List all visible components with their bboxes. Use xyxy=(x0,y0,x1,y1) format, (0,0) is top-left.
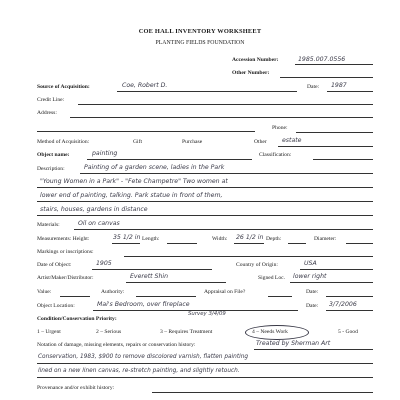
notation-text-1: Treated by Sherman Art xyxy=(256,340,331,347)
authority-label: Authority: xyxy=(101,289,125,295)
accession-number-value: 1985.007.0556 xyxy=(298,56,346,63)
value-label: Value: xyxy=(37,289,52,295)
height-value: 35 1/2 in xyxy=(113,234,141,241)
date-of-object-value: 1905 xyxy=(96,260,112,267)
artist-label: Artist/Maker/Distributor: xyxy=(37,275,94,281)
worksheet-title: COE HALL INVENTORY WORKSHEET xyxy=(138,28,262,35)
diameter-line xyxy=(346,243,373,244)
description-line-1 xyxy=(80,173,373,174)
location-date-line xyxy=(326,310,373,311)
height-line xyxy=(112,243,140,244)
object-location-value: Mai's Bedroom, over fireplace xyxy=(97,301,190,308)
authority-line xyxy=(136,296,196,297)
credit-line-line xyxy=(78,104,373,105)
depth-label: Depth: xyxy=(266,236,282,242)
notation-line-1 xyxy=(254,349,373,350)
diameter-label: Diameter: xyxy=(314,236,337,242)
credit-line-label: Credit Line: xyxy=(37,97,65,103)
accession-number-label: Accession Number: xyxy=(232,57,279,63)
width-line xyxy=(234,243,264,244)
materials-value: Oil on canvas xyxy=(78,220,120,227)
description-line-4 xyxy=(37,215,373,216)
method-option-gift: Gift xyxy=(133,139,143,145)
other-number-label: Other Number: xyxy=(232,70,270,76)
address-line-1 xyxy=(70,117,373,118)
source-date-value: 1987 xyxy=(331,82,347,89)
materials-line xyxy=(74,229,373,230)
date-of-object-label: Date of Object: xyxy=(37,262,72,268)
object-name-value: painting xyxy=(92,150,118,157)
source-line xyxy=(117,91,297,92)
appraisal-label: Appraisal on File? xyxy=(204,289,246,295)
country-of-origin-value: USA xyxy=(304,260,317,267)
location-date-label: Date: xyxy=(306,303,319,309)
object-name-label: Object name: xyxy=(37,152,70,158)
description-text-3: lower end of painting, talking. Park statue in front of them, xyxy=(40,192,223,199)
provenance-line xyxy=(152,392,373,393)
width-value: 26 1/2 in xyxy=(236,234,264,241)
materials-label: Materials: xyxy=(37,222,60,228)
condition-option-good: 5 - Good xyxy=(338,329,358,335)
condition-option-serious: 2 – Serious xyxy=(96,329,122,335)
classification-label: Classification: xyxy=(259,152,292,158)
location-date-value: 3/7/2006 xyxy=(329,301,357,308)
description-text-4: stairs, houses, gardens in distance xyxy=(40,206,148,213)
artist-line xyxy=(126,282,226,283)
condition-option-requires-treatment: 3 – Requires Treatment xyxy=(160,329,213,335)
condition-option-urgent: 1 – Urgent xyxy=(37,329,61,335)
phone-line xyxy=(296,132,373,133)
notation-line-3 xyxy=(37,377,373,378)
source-date-line xyxy=(327,91,373,92)
artist-value: Everett Shin xyxy=(130,273,169,280)
length-line xyxy=(167,243,197,244)
condition-option-needs-work: 4 – Needs Work xyxy=(252,329,288,335)
length-label: Length: xyxy=(142,236,160,242)
address-line-2 xyxy=(37,131,255,132)
notation-text-3: lined on a new linen canvas, re-stretch painting, and slightly retouch. xyxy=(38,368,240,374)
markings-line xyxy=(124,256,373,257)
phone-label: Phone: xyxy=(272,125,288,131)
worksheet-subtitle: PLANTING FIELDS FOUNDATION xyxy=(155,40,245,46)
object-name-line xyxy=(87,159,252,160)
method-option-purchase: Purchase xyxy=(182,139,203,145)
value-line xyxy=(60,296,90,297)
other-number-line xyxy=(280,77,373,78)
source-value: Coe, Robert D. xyxy=(122,82,168,89)
object-location-label: Object Location: xyxy=(37,303,75,309)
width-label: Width: xyxy=(212,236,228,242)
date-of-object-line xyxy=(92,269,212,270)
signed-location-value: lower right xyxy=(293,273,327,280)
notation-label: Notation of damage, missing elements, repairs or conservation history: xyxy=(37,342,196,348)
country-of-origin-label: Country of Origin: xyxy=(236,262,278,268)
method-label: Method of Acquisition: xyxy=(37,139,90,145)
method-other-value: estate xyxy=(282,137,302,144)
accession-number-line xyxy=(295,64,373,65)
appraisal-line xyxy=(268,296,292,297)
notation-line-2 xyxy=(37,363,373,364)
provenance-label: Provenance and/or exhibit history: xyxy=(37,385,115,391)
method-option-other: Other xyxy=(254,139,267,145)
country-of-origin-line xyxy=(300,269,373,270)
survey-note: Survey 3/4/09 xyxy=(188,311,226,317)
classification-line xyxy=(313,159,373,160)
description-label: Description: xyxy=(37,166,65,172)
source-date-label: Date: xyxy=(307,84,320,90)
notation-text-2: Conservation, 1983, $900 to remove discolored varnish, flatten painting xyxy=(38,354,249,360)
signed-location-label: Signed Loc. xyxy=(258,275,286,281)
description-text-2: "Young Women in a Park" - "Fete Champetre" Two women at xyxy=(40,178,228,185)
address-label: Address: xyxy=(37,110,57,116)
appraisal-date-label: Date: xyxy=(306,289,319,295)
signed-location-line xyxy=(290,282,373,283)
markings-label: Markings or inscriptions: xyxy=(37,249,94,255)
description-line-2 xyxy=(37,187,373,188)
measurements-label: Measurements: Height: xyxy=(37,236,90,242)
description-text-1: Painting of a garden scene, ladies in the Park xyxy=(84,164,225,171)
depth-line xyxy=(288,243,306,244)
condition-label: Condition/Conservation Priority: xyxy=(37,316,117,322)
appraisal-date-line xyxy=(326,296,373,297)
description-line-3 xyxy=(37,201,373,202)
source-label: Source of Acquisition: xyxy=(37,84,90,90)
method-other-line xyxy=(278,146,373,147)
